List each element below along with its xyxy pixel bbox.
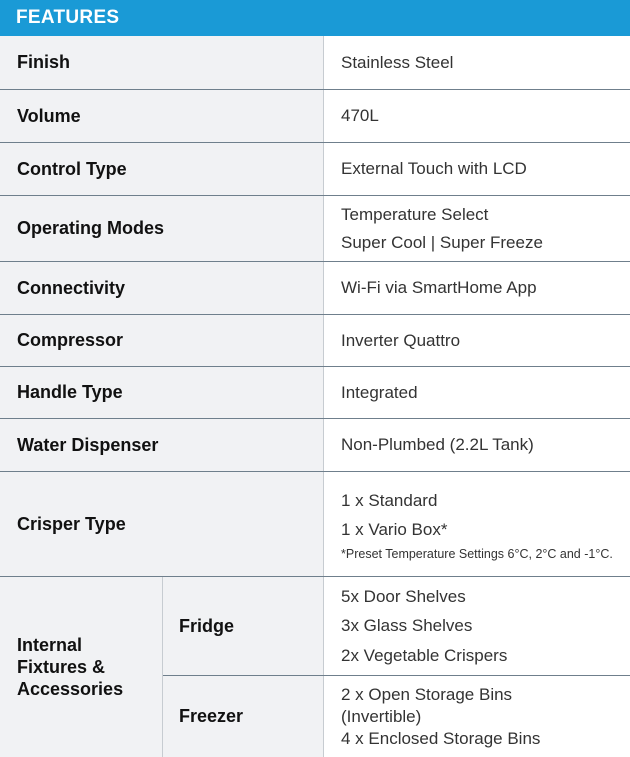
- row-label: Connectivity: [0, 262, 324, 314]
- label-line: Accessories: [17, 679, 124, 699]
- row-connectivity: [0, 262, 630, 315]
- row-value: [324, 36, 630, 89]
- subrow-freezer: [163, 676, 630, 757]
- value-line: Super Cool | Super Freeze: [341, 232, 543, 252]
- row-crisper-type: [0, 472, 630, 577]
- value-line: External Touch with LCD: [341, 159, 527, 178]
- value-line: Inverter Quattro: [341, 330, 461, 350]
- value-line: Integrated: [341, 382, 418, 402]
- internal-fixtures-label: [0, 577, 163, 757]
- row-label: Volume: [0, 90, 324, 142]
- sub-value-fridge: [324, 577, 630, 675]
- value-line: Stainless Steel: [341, 52, 454, 72]
- row-value: [324, 419, 630, 471]
- subrow-fridge: [163, 577, 630, 676]
- row-value: [324, 143, 630, 195]
- row-value: [324, 262, 630, 314]
- label-line: Fixtures &: [17, 657, 106, 677]
- row-finish: [0, 36, 630, 90]
- row-label: Finish: [0, 36, 324, 89]
- row-value: [324, 90, 630, 142]
- features-header: FEATURES: [0, 0, 630, 36]
- value-line: 1 x Standard: [341, 491, 438, 510]
- row-control-type: [0, 143, 630, 196]
- row-label: Water Dispenser: [0, 419, 324, 471]
- value-line: Temperature Select: [341, 204, 489, 224]
- sub-label-fridge: Fridge: [163, 577, 324, 675]
- value-line: 4 x Enclosed Storage Bins: [341, 728, 541, 748]
- value-line: 2x Vegetable Crispers: [341, 645, 508, 665]
- label-line: Internal: [17, 635, 83, 655]
- sub-value-freezer: [324, 676, 630, 757]
- value-line: 470L: [341, 106, 379, 125]
- row-label: Operating Modes: [0, 196, 324, 261]
- row-label: Control Type: [0, 143, 324, 195]
- value-line: 3x Glass Shelves: [341, 616, 473, 636]
- row-value: [324, 472, 630, 576]
- row-handle-type: [0, 367, 630, 419]
- sub-label-freezer: Freezer: [163, 676, 324, 757]
- footnote: *Preset Temperature Settings 6°C, 2°C and -1°C.: [341, 547, 613, 561]
- row-internal-fixtures: [0, 577, 630, 757]
- value-line: 2 x Open Storage Bins: [341, 684, 513, 704]
- value-line: 5x Door Shelves: [341, 586, 466, 606]
- value-line: Non-Plumbed (2.2L Tank): [341, 435, 534, 454]
- row-value: [324, 196, 630, 261]
- row-volume: [0, 90, 630, 143]
- row-water-dispenser: [0, 419, 630, 472]
- row-label: Crisper Type: [0, 472, 324, 576]
- row-value: [324, 315, 630, 366]
- row-operating-modes: [0, 196, 630, 262]
- value-line: Wi-Fi via SmartHome App: [341, 278, 537, 297]
- row-value: [324, 367, 630, 418]
- row-compressor: [0, 315, 630, 367]
- row-label: Handle Type: [0, 367, 324, 418]
- row-label: Compressor: [0, 315, 324, 366]
- value-line: (Invertible): [341, 706, 422, 726]
- value-line: 1 x Vario Box*: [341, 520, 448, 539]
- internal-subrows: [163, 577, 630, 757]
